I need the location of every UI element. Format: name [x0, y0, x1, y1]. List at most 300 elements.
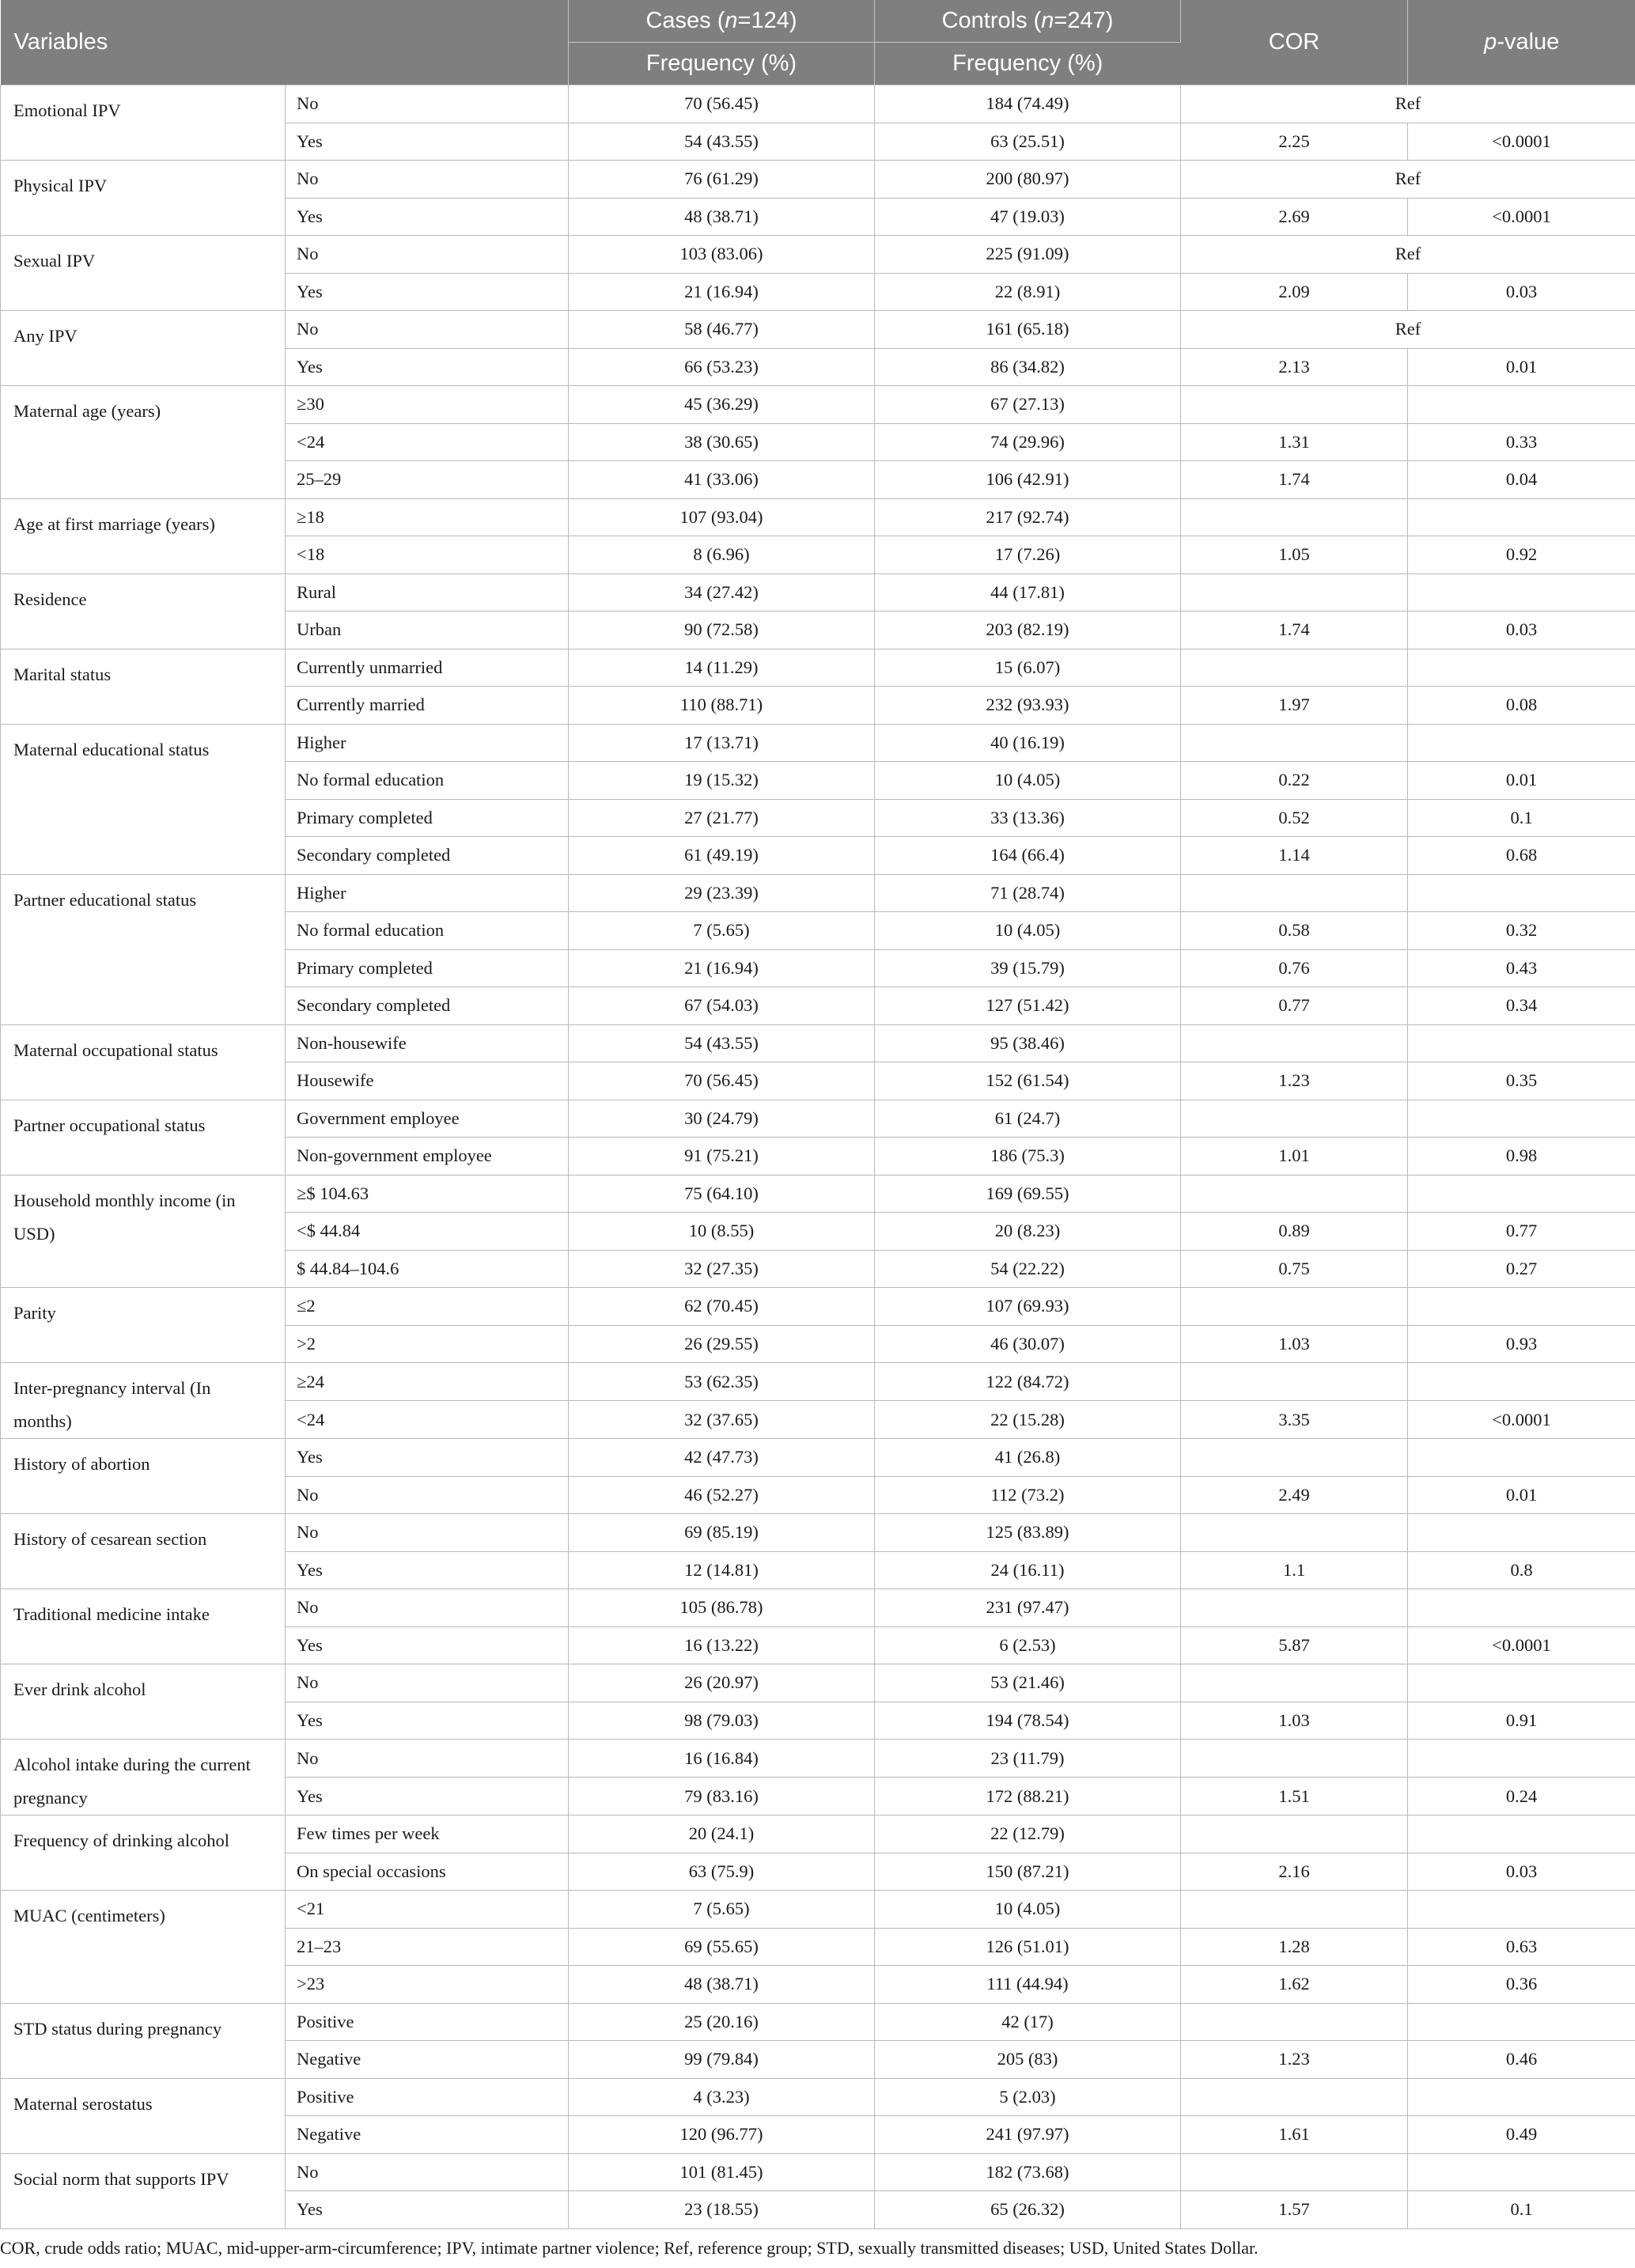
category-cell: No	[286, 311, 569, 349]
p-value-cell: 0.35	[1408, 1062, 1635, 1100]
controls-cell: 205 (83)	[875, 2041, 1181, 2079]
category-cell: Yes	[286, 123, 569, 161]
variable-name: Inter-pregnancy interval (In months)	[1, 1363, 286, 1439]
p-value-cell: <0.0001	[1408, 1626, 1635, 1664]
table-row	[1, 1740, 1635, 1778]
category-cell: Higher	[286, 874, 569, 912]
header-controls-n: n	[1041, 8, 1054, 33]
controls-cell: 194 (78.54)	[875, 1702, 1181, 1740]
table-row	[1, 1589, 1635, 1627]
cases-cell: 48 (38.71)	[569, 198, 875, 236]
p-value-cell	[1408, 1439, 1635, 1477]
cases-cell: 12 (14.81)	[569, 1551, 875, 1589]
table-footnote: COR, crude odds ratio; MUAC, mid-upper-arm-circumference; IPV, intimate partner violence; Ref, reference group; STD, sexually transmitted diseases; USD, United States Dollar.	[0, 2238, 1258, 2258]
cases-cell: 98 (79.03)	[569, 1702, 875, 1740]
p-value-cell: 0.46	[1408, 2041, 1635, 2079]
controls-cell: 217 (92.74)	[875, 498, 1181, 536]
category-cell: 21–23	[286, 1928, 569, 1966]
table-row	[1, 2003, 1635, 2041]
category-cell: 25–29	[286, 461, 569, 499]
variable-name: Ever drink alcohol	[1, 1664, 286, 1740]
table-row	[1, 1514, 1635, 1552]
category-cell: Yes	[286, 2191, 569, 2229]
cor-cell: 1.74	[1181, 461, 1408, 499]
category-cell: No formal education	[286, 762, 569, 800]
p-value-cell: 0.03	[1408, 611, 1635, 649]
p-value-cell	[1408, 1288, 1635, 1326]
cases-cell: 21 (16.94)	[569, 273, 875, 311]
cases-cell: 70 (56.45)	[569, 85, 875, 123]
controls-cell: 15 (6.07)	[875, 649, 1181, 687]
p-value-cell	[1408, 724, 1635, 762]
cases-cell: 61 (49.19)	[569, 837, 875, 875]
category-cell: Yes	[286, 273, 569, 311]
cases-cell: 54 (43.55)	[569, 1024, 875, 1062]
cases-cell: 53 (62.35)	[569, 1363, 875, 1401]
category-cell: <24	[286, 1401, 569, 1439]
p-value-cell: 0.33	[1408, 423, 1635, 461]
cor-cell	[1181, 1816, 1408, 1853]
p-value-cell: 0.91	[1408, 1702, 1635, 1740]
cor-cell	[1181, 724, 1408, 762]
cor-cell	[1181, 1439, 1408, 1477]
cases-cell: 76 (61.29)	[569, 161, 875, 199]
variable-name: Emotional IPV	[1, 85, 286, 161]
controls-cell: 53 (21.46)	[875, 1664, 1181, 1702]
cor-cell	[1181, 1891, 1408, 1929]
controls-cell: 200 (80.97)	[875, 161, 1181, 199]
cases-cell: 16 (16.84)	[569, 1740, 875, 1778]
p-value-cell: 0.32	[1408, 912, 1635, 950]
cor-cell	[1181, 386, 1408, 424]
p-value-cell	[1408, 649, 1635, 687]
p-value-cell: <0.0001	[1408, 123, 1635, 161]
controls-cell: 10 (4.05)	[875, 912, 1181, 950]
cor-cell	[1181, 1514, 1408, 1552]
reference-cell: Ref	[1181, 311, 1635, 349]
controls-cell: 232 (93.93)	[875, 687, 1181, 725]
category-cell: No	[286, 236, 569, 274]
cases-cell: 110 (88.71)	[569, 687, 875, 725]
p-value-cell: 0.01	[1408, 762, 1635, 800]
table-row	[1, 1664, 1635, 1702]
controls-cell: 47 (19.03)	[875, 198, 1181, 236]
category-cell: No	[286, 1664, 569, 1702]
p-value-cell	[1408, 1816, 1635, 1853]
p-value-cell	[1408, 1363, 1635, 1401]
controls-cell: 63 (25.51)	[875, 123, 1181, 161]
controls-cell: 86 (34.82)	[875, 348, 1181, 386]
cor-cell	[1181, 1363, 1408, 1401]
cor-cell: 1.23	[1181, 1062, 1408, 1100]
cor-cell	[1181, 2078, 1408, 2116]
variable-name: Household monthly income (in USD)	[1, 1175, 286, 1288]
controls-cell: 182 (73.68)	[875, 2153, 1181, 2191]
p-value-cell	[1408, 574, 1635, 611]
reference-cell: Ref	[1181, 161, 1635, 199]
cor-cell: 1.28	[1181, 1928, 1408, 1966]
table-row	[1, 498, 1635, 536]
cor-cell: 5.87	[1181, 1626, 1408, 1664]
table-row	[1, 1816, 1635, 1853]
category-cell: Secondary completed	[286, 987, 569, 1025]
variable-name: Traditional medicine intake	[1, 1589, 286, 1664]
variable-name: Physical IPV	[1, 161, 286, 236]
controls-cell: 106 (42.91)	[875, 461, 1181, 499]
controls-cell: 22 (15.28)	[875, 1401, 1181, 1439]
cases-cell: 20 (24.1)	[569, 1816, 875, 1853]
cor-cell	[1181, 2153, 1408, 2191]
category-cell: <$ 44.84	[286, 1213, 569, 1251]
controls-cell: 150 (87.21)	[875, 1853, 1181, 1891]
cor-cell	[1181, 649, 1408, 687]
controls-cell: 169 (69.55)	[875, 1175, 1181, 1213]
table-row	[1, 236, 1635, 274]
p-value-cell: 0.1	[1408, 2191, 1635, 2229]
cor-cell: 1.57	[1181, 2191, 1408, 2229]
p-value-cell: <0.0001	[1408, 1401, 1635, 1439]
controls-cell: 111 (44.94)	[875, 1966, 1181, 2004]
p-value-cell	[1408, 1175, 1635, 1213]
cor-cell: 1.23	[1181, 2041, 1408, 2079]
controls-cell: 71 (28.74)	[875, 874, 1181, 912]
table-row	[1, 1024, 1635, 1062]
category-cell: On special occasions	[286, 1853, 569, 1891]
controls-cell: 203 (82.19)	[875, 611, 1181, 649]
variable-name: Age at first marriage (years)	[1, 498, 286, 574]
cor-cell: 1.51	[1181, 1778, 1408, 1816]
cases-cell: 90 (72.58)	[569, 611, 875, 649]
cases-cell: 7 (5.65)	[569, 1891, 875, 1929]
reference-cell: Ref	[1181, 236, 1635, 274]
table-row	[1, 874, 1635, 912]
category-cell: No formal education	[286, 912, 569, 950]
cases-cell: 23 (18.55)	[569, 2191, 875, 2229]
controls-cell: 172 (88.21)	[875, 1778, 1181, 1816]
category-cell: <18	[286, 536, 569, 574]
cor-cell: 0.58	[1181, 912, 1408, 950]
table-row	[1, 2153, 1635, 2191]
category-cell: No	[286, 161, 569, 199]
p-value-cell: 0.27	[1408, 1250, 1635, 1288]
cases-cell: 99 (79.84)	[569, 2041, 875, 2079]
p-value-cell: 0.49	[1408, 2116, 1635, 2154]
p-value-cell: 0.24	[1408, 1778, 1635, 1816]
controls-cell: 46 (30.07)	[875, 1325, 1181, 1363]
controls-cell: 186 (75.3)	[875, 1138, 1181, 1176]
table-row	[1, 649, 1635, 687]
cor-cell: 2.69	[1181, 198, 1408, 236]
header-controls-frequency: Frequency (%)	[875, 43, 1181, 85]
table-row	[1, 1439, 1635, 1477]
category-cell: Urban	[286, 611, 569, 649]
cases-cell: 10 (8.55)	[569, 1213, 875, 1251]
p-value-cell: 0.68	[1408, 837, 1635, 875]
p-value-cell: 0.1	[1408, 799, 1635, 837]
controls-cell: 54 (22.22)	[875, 1250, 1181, 1288]
controls-cell: 152 (61.54)	[875, 1062, 1181, 1100]
cases-cell: 30 (24.79)	[569, 1100, 875, 1138]
category-cell: No	[286, 1514, 569, 1552]
p-value-cell: 0.63	[1408, 1928, 1635, 1966]
p-value-cell: 0.01	[1408, 1476, 1635, 1514]
controls-cell: 161 (65.18)	[875, 311, 1181, 349]
cor-cell	[1181, 1589, 1408, 1627]
category-cell: >23	[286, 1966, 569, 2004]
cases-cell: 70 (56.45)	[569, 1062, 875, 1100]
table-row	[1, 574, 1635, 611]
category-cell: Primary completed	[286, 799, 569, 837]
controls-cell: 126 (51.01)	[875, 1928, 1181, 1966]
p-value-cell: 0.08	[1408, 687, 1635, 725]
cases-cell: 34 (27.42)	[569, 574, 875, 611]
cases-cell: 7 (5.65)	[569, 912, 875, 950]
category-cell: Yes	[286, 1626, 569, 1664]
table-body	[1, 85, 1635, 2229]
controls-cell: 67 (27.13)	[875, 386, 1181, 424]
table-row	[1, 161, 1635, 199]
category-cell: ≥$ 104.63	[286, 1175, 569, 1213]
category-cell: ≤2	[286, 1288, 569, 1326]
reference-cell: Ref	[1181, 85, 1635, 123]
p-value-cell	[1408, 1740, 1635, 1778]
cases-cell: 67 (54.03)	[569, 987, 875, 1025]
controls-cell: 74 (29.96)	[875, 423, 1181, 461]
cases-cell: 27 (21.77)	[569, 799, 875, 837]
category-cell: ≥30	[286, 386, 569, 424]
header-p-italic: p	[1484, 29, 1497, 55]
cases-cell: 69 (85.19)	[569, 1514, 875, 1552]
controls-cell: 184 (74.49)	[875, 85, 1181, 123]
cor-cell: 0.22	[1181, 762, 1408, 800]
category-cell: <21	[286, 1891, 569, 1929]
controls-cell: 24 (16.11)	[875, 1551, 1181, 1589]
cor-cell: 0.75	[1181, 1250, 1408, 1288]
cor-cell: 2.13	[1181, 348, 1408, 386]
cases-cell: 26 (29.55)	[569, 1325, 875, 1363]
cor-cell: 1.62	[1181, 1966, 1408, 2004]
category-cell: Non-housewife	[286, 1024, 569, 1062]
cases-cell: 29 (23.39)	[569, 874, 875, 912]
cor-cell: 0.77	[1181, 987, 1408, 1025]
controls-cell: 127 (51.42)	[875, 987, 1181, 1025]
controls-cell: 41 (26.8)	[875, 1439, 1181, 1477]
variable-name: Maternal age (years)	[1, 386, 286, 499]
variable-name: Partner occupational status	[1, 1100, 286, 1175]
cor-cell: 1.74	[1181, 611, 1408, 649]
header-cases-frequency: Frequency (%)	[569, 43, 875, 85]
cases-cell: 63 (75.9)	[569, 1853, 875, 1891]
category-cell: Negative	[286, 2116, 569, 2154]
cases-cell: 91 (75.21)	[569, 1138, 875, 1176]
controls-cell: 33 (13.36)	[875, 799, 1181, 837]
header-cases	[569, 0, 875, 43]
p-value-cell: 0.36	[1408, 1966, 1635, 2004]
controls-cell: 122 (84.72)	[875, 1363, 1181, 1401]
category-cell: Yes	[286, 1439, 569, 1477]
variable-name: Sexual IPV	[1, 236, 286, 311]
cor-cell	[1181, 1024, 1408, 1062]
cases-cell: 19 (15.32)	[569, 762, 875, 800]
cases-cell: 26 (20.97)	[569, 1664, 875, 1702]
p-value-cell	[1408, 1514, 1635, 1552]
cases-cell: 16 (13.22)	[569, 1626, 875, 1664]
p-value-cell: 0.92	[1408, 536, 1635, 574]
controls-cell: 112 (73.2)	[875, 1476, 1181, 1514]
cases-cell: 4 (3.23)	[569, 2078, 875, 2116]
category-cell: ≥24	[286, 1363, 569, 1401]
variable-name: Marital status	[1, 649, 286, 724]
cases-cell: 69 (55.65)	[569, 1928, 875, 1966]
controls-cell: 17 (7.26)	[875, 536, 1181, 574]
table-row	[1, 311, 1635, 349]
cases-cell: 38 (30.65)	[569, 423, 875, 461]
cases-cell: 58 (46.77)	[569, 311, 875, 349]
controls-cell: 42 (17)	[875, 2003, 1181, 2041]
category-cell: ≥18	[286, 498, 569, 536]
cases-cell: 45 (36.29)	[569, 386, 875, 424]
cases-cell: 17 (13.71)	[569, 724, 875, 762]
table-row	[1, 724, 1635, 762]
category-cell: No	[286, 85, 569, 123]
controls-cell: 39 (15.79)	[875, 949, 1181, 987]
cor-cell: 1.61	[1181, 2116, 1408, 2154]
table-row	[1, 2078, 1635, 2116]
cor-cell: 0.52	[1181, 799, 1408, 837]
cases-cell: 66 (53.23)	[569, 348, 875, 386]
header-variables: Variables	[1, 0, 569, 85]
cases-cell: 120 (96.77)	[569, 2116, 875, 2154]
variable-name: History of abortion	[1, 1439, 286, 1514]
cor-cell: 1.1	[1181, 1551, 1408, 1589]
header-controls-suffix: =247)	[1054, 8, 1114, 33]
cases-cell: 21 (16.94)	[569, 949, 875, 987]
cor-cell	[1181, 1288, 1408, 1326]
header-controls-prefix: Controls (	[941, 8, 1042, 33]
cor-cell: 3.35	[1181, 1401, 1408, 1439]
p-value-cell	[1408, 874, 1635, 912]
controls-cell: 225 (91.09)	[875, 236, 1181, 274]
cases-cell: 25 (20.16)	[569, 2003, 875, 2041]
cor-cell	[1181, 2003, 1408, 2041]
cor-cell: 1.01	[1181, 1138, 1408, 1176]
cases-cell: 107 (93.04)	[569, 498, 875, 536]
table-row	[1, 1175, 1635, 1213]
cor-cell	[1181, 1100, 1408, 1138]
p-value-cell: 0.04	[1408, 461, 1635, 499]
category-cell: Positive	[286, 2078, 569, 2116]
header-p-suffix: -value	[1497, 29, 1560, 55]
table-row	[1, 1363, 1635, 1401]
category-cell: Higher	[286, 724, 569, 762]
controls-cell: 125 (83.89)	[875, 1514, 1181, 1552]
controls-cell: 22 (8.91)	[875, 273, 1181, 311]
p-value-cell: 0.03	[1408, 273, 1635, 311]
p-value-cell: 0.43	[1408, 949, 1635, 987]
header-cases-n: n	[725, 8, 738, 33]
table-row	[1, 1100, 1635, 1138]
controls-cell: 241 (97.97)	[875, 2116, 1181, 2154]
controls-cell: 40 (16.19)	[875, 724, 1181, 762]
variable-name: Partner educational status	[1, 874, 286, 1024]
table-header	[1, 0, 1635, 85]
cor-cell: 1.05	[1181, 536, 1408, 574]
cor-cell: 1.31	[1181, 423, 1408, 461]
cor-cell	[1181, 1740, 1408, 1778]
p-value-cell	[1408, 1891, 1635, 1929]
cor-cell: 2.09	[1181, 273, 1408, 311]
p-value-cell	[1408, 1100, 1635, 1138]
cases-cell: 32 (27.35)	[569, 1250, 875, 1288]
category-cell: Positive	[286, 2003, 569, 2041]
category-cell: No	[286, 1476, 569, 1514]
cases-cell: 62 (70.45)	[569, 1288, 875, 1326]
category-cell: Government employee	[286, 1100, 569, 1138]
controls-cell: 20 (8.23)	[875, 1213, 1181, 1251]
p-value-cell	[1408, 2003, 1635, 2041]
category-cell: No	[286, 1589, 569, 1627]
variable-name: Maternal occupational status	[1, 1024, 286, 1100]
controls-cell: 44 (17.81)	[875, 574, 1181, 611]
cases-cell: 79 (83.16)	[569, 1778, 875, 1816]
category-cell: Yes	[286, 1702, 569, 1740]
category-cell: Negative	[286, 2041, 569, 2079]
cases-cell: 48 (38.71)	[569, 1966, 875, 2004]
table-row	[1, 1288, 1635, 1326]
cases-cell: 32 (37.65)	[569, 1401, 875, 1439]
cor-cell: 0.89	[1181, 1213, 1408, 1251]
category-cell: >2	[286, 1325, 569, 1363]
p-value-cell	[1408, 1024, 1635, 1062]
cor-cell: 1.97	[1181, 687, 1408, 725]
variable-name: Alcohol intake during the current pregnancy	[1, 1740, 286, 1816]
p-value-cell: 0.01	[1408, 348, 1635, 386]
p-value-cell	[1408, 2078, 1635, 2116]
p-value-cell	[1408, 498, 1635, 536]
p-value-cell: 0.93	[1408, 1325, 1635, 1363]
cases-cell: 105 (86.78)	[569, 1589, 875, 1627]
category-cell: Secondary completed	[286, 837, 569, 875]
cases-cell: 8 (6.96)	[569, 536, 875, 574]
controls-cell: 95 (38.46)	[875, 1024, 1181, 1062]
cor-cell: 1.03	[1181, 1702, 1408, 1740]
p-value-cell: 0.8	[1408, 1551, 1635, 1589]
header-cor: COR	[1181, 0, 1408, 85]
cases-cell: 54 (43.55)	[569, 123, 875, 161]
category-cell: Currently married	[286, 687, 569, 725]
cor-cell: 1.14	[1181, 837, 1408, 875]
controls-cell: 10 (4.05)	[875, 762, 1181, 800]
p-value-cell	[1408, 1589, 1635, 1627]
cases-cell: 75 (64.10)	[569, 1175, 875, 1213]
category-cell: Currently unmarried	[286, 649, 569, 687]
cor-cell	[1181, 1175, 1408, 1213]
cases-cell: 101 (81.45)	[569, 2153, 875, 2191]
category-cell: Primary completed	[286, 949, 569, 987]
category-cell: No	[286, 1740, 569, 1778]
table-row	[1, 85, 1635, 123]
table-row	[1, 1891, 1635, 1929]
controls-cell: 61 (24.7)	[875, 1100, 1181, 1138]
category-cell: $ 44.84–104.6	[286, 1250, 569, 1288]
category-cell: Housewife	[286, 1062, 569, 1100]
variable-name: Residence	[1, 574, 286, 649]
category-cell: Yes	[286, 1551, 569, 1589]
cases-cell: 41 (33.06)	[569, 461, 875, 499]
variable-name: Maternal serostatus	[1, 2078, 286, 2153]
p-value-cell	[1408, 386, 1635, 424]
variable-name: STD status during pregnancy	[1, 2003, 286, 2078]
